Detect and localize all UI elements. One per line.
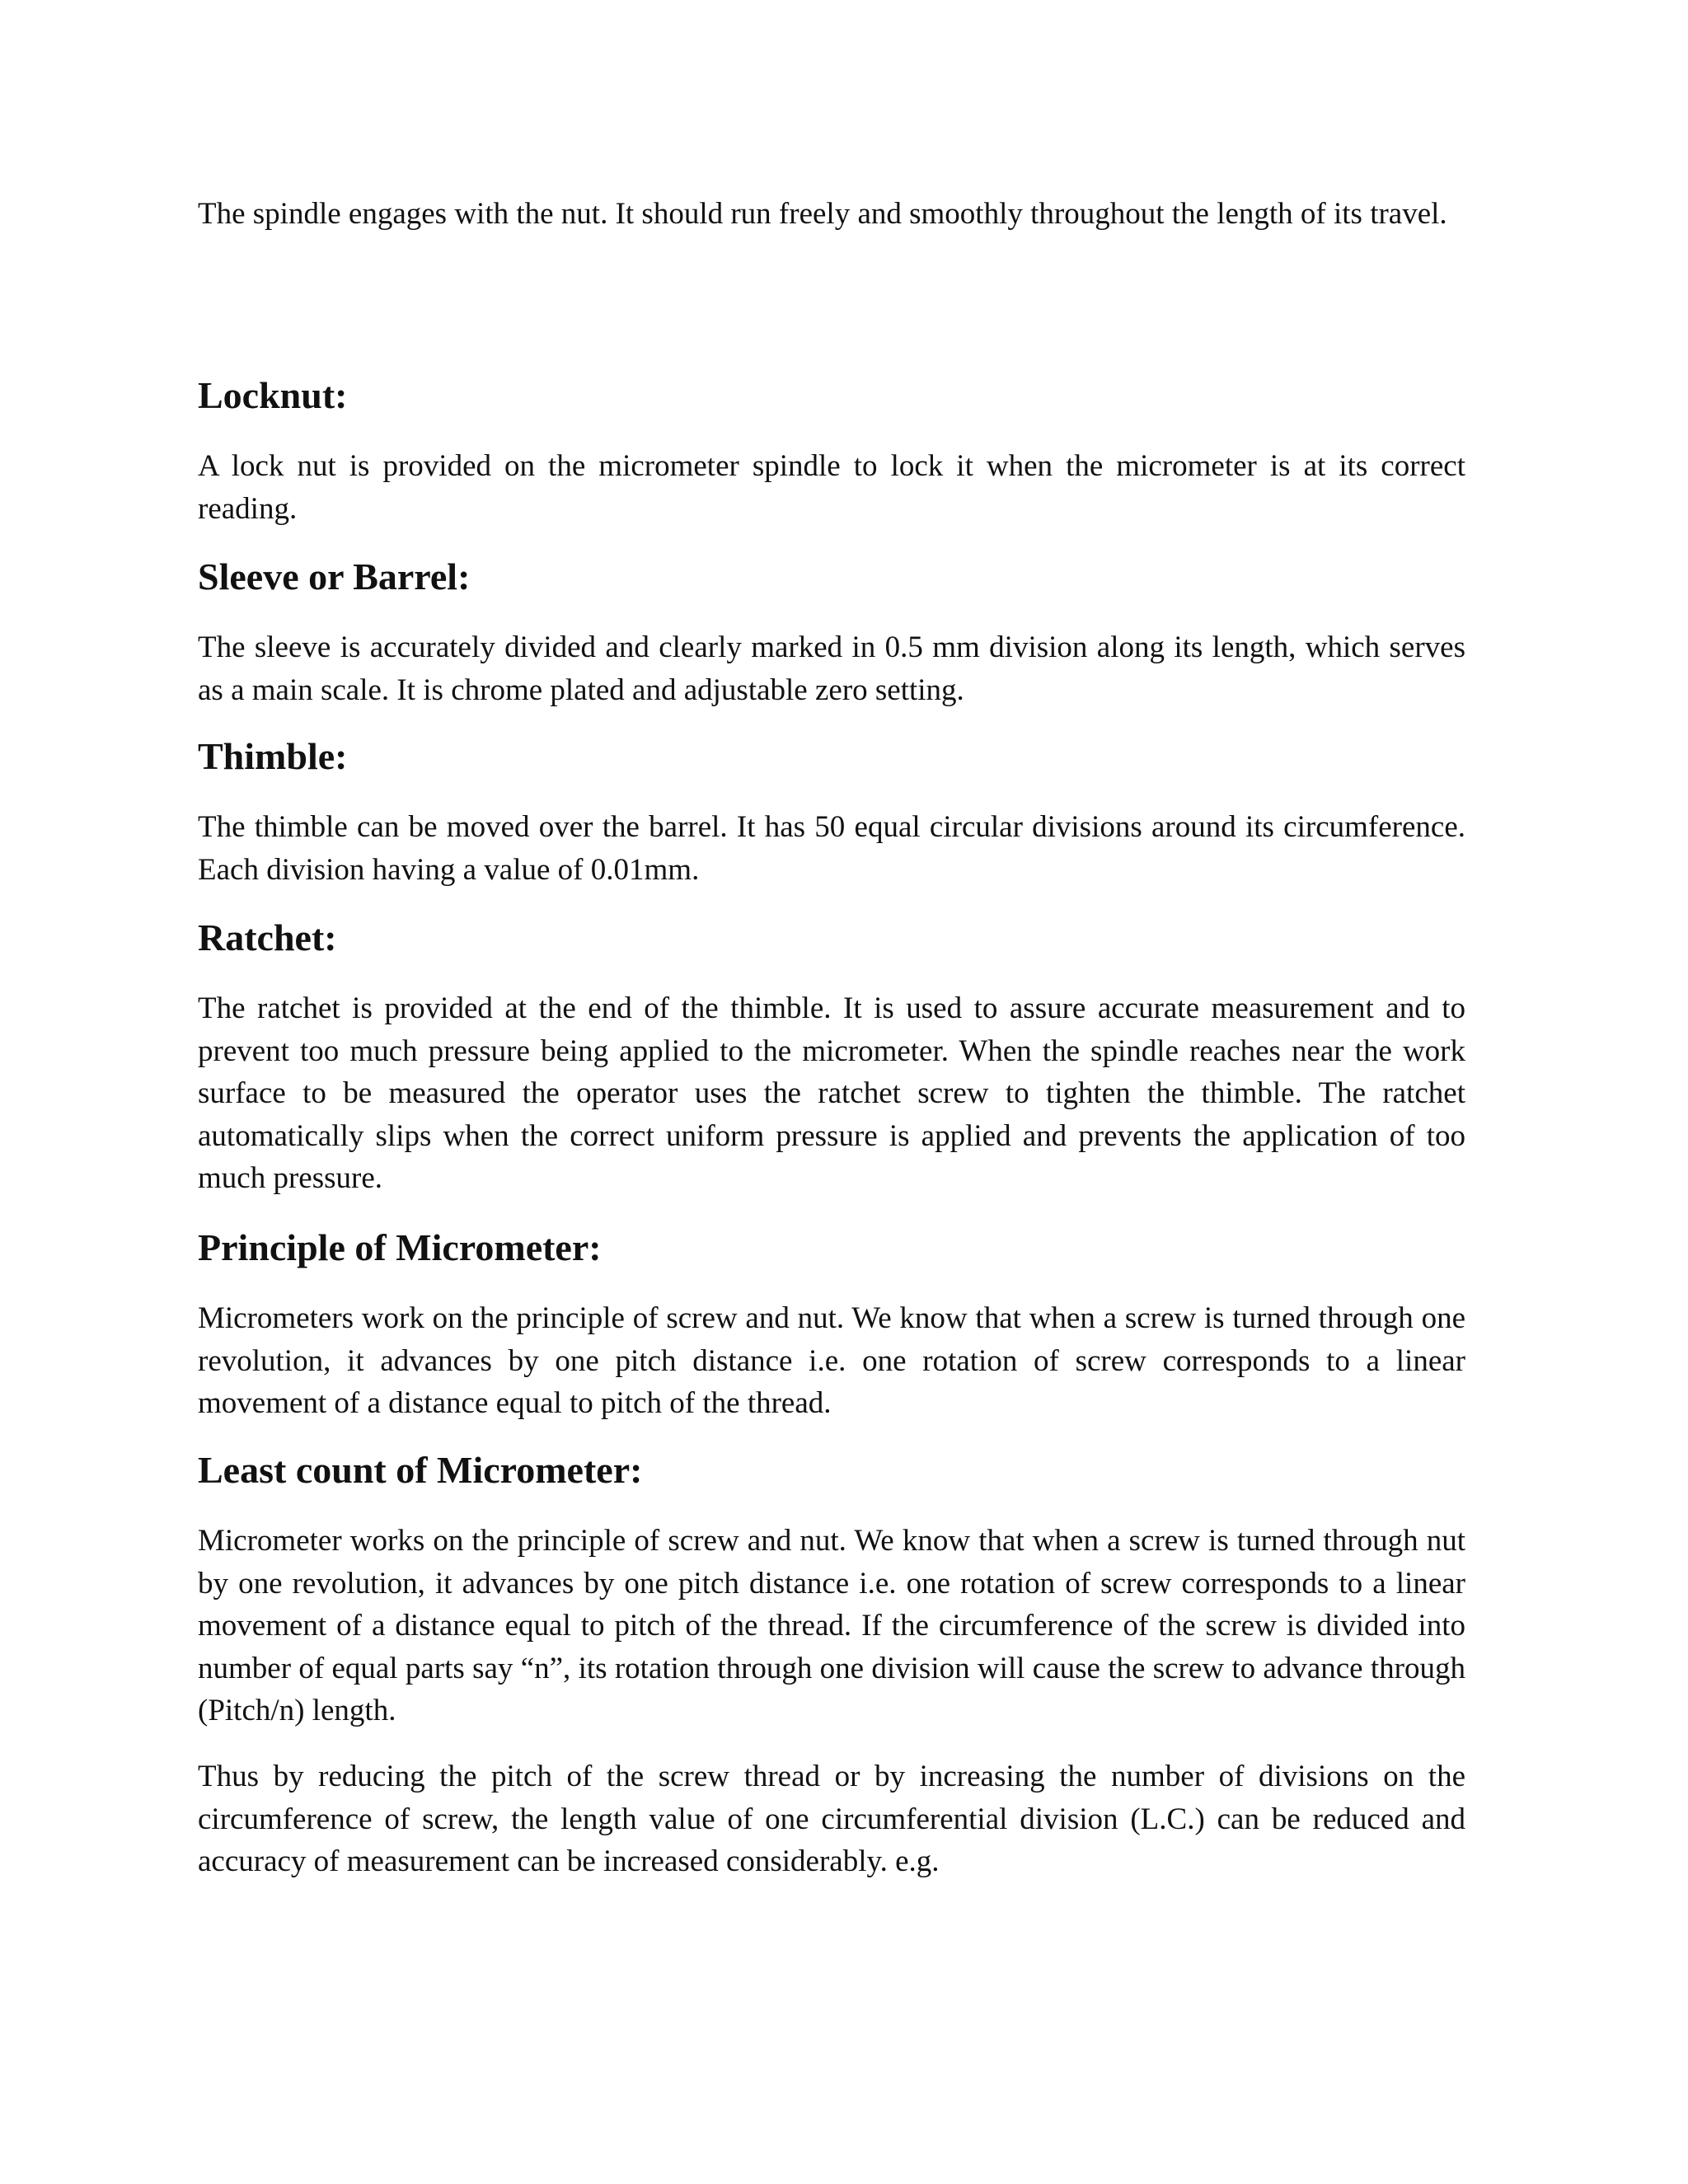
principle-paragraph: Micrometers work on the principle of screw and nut. We know that when a screw is turned through one revolution, it advances by one pitch distance i.e. one rotation of screw corresponds to a linear movement of a distance equal to pitch of the thread.	[198, 1301, 1465, 1420]
sleeve-paragraph: The sleeve is accurately divided and clearly marked in 0.5 mm division along its length, which serves as a main scale. It is chrome plated and adjustable zero setting.	[198, 630, 1465, 707]
least-count-paragraph-2: Thus by reducing the pitch of the screw thread or by increasing the number of divisions on the circumference of screw, the length value of one circumferential division (L.C.) can be reduced and accuracy of measurement can be increased considerably. e.g.	[198, 1760, 1465, 1878]
principle-heading: Principle of Micrometer:	[198, 1226, 602, 1268]
least-count-heading: Least count of Micrometer:	[198, 1449, 643, 1491]
ratchet-paragraph: The ratchet is provided at the end of the thimble. It is used to assure accurate measurement and to prevent too much pressure being applied to the micrometer. When the spindle reaches near the work surface to be measured the operator uses the ratchet screw to tighten the thimble. The ratchet automatically slips when the correct uniform pressure is applied and prevents the application of too much pressure.	[198, 991, 1465, 1195]
thimble-paragraph: The thimble can be moved over the barrel. It has 50 equal circular divisions around its circumference. Each division having a value of 0.01mm.	[198, 810, 1465, 887]
sleeve-heading: Sleeve or Barrel:	[198, 555, 471, 598]
least-count-paragraph-1: Micrometer works on the principle of screw and nut. We know that when a screw is turned through nut by one revolution, it advances by one pitch distance i.e. one rotation of screw corresponds to a linear movement of a distance equal to pitch of the thread. If the circumference of the screw is divided into number of equal parts say “n”, its rotation through one division will cause the screw to advance through (Pitch/n) length.	[198, 1524, 1465, 1727]
ratchet-heading: Ratchet:	[198, 916, 337, 958]
locknut-paragraph: A lock nut is provided on the micrometer spindle to lock it when the micrometer is at its correct reading.	[198, 449, 1465, 526]
locknut-heading: Locknut:	[198, 374, 348, 416]
thimble-heading: Thimble:	[198, 735, 348, 777]
intro-paragraph: The spindle engages with the nut. It should run freely and smoothly throughout the length of its travel.	[198, 197, 1447, 231]
